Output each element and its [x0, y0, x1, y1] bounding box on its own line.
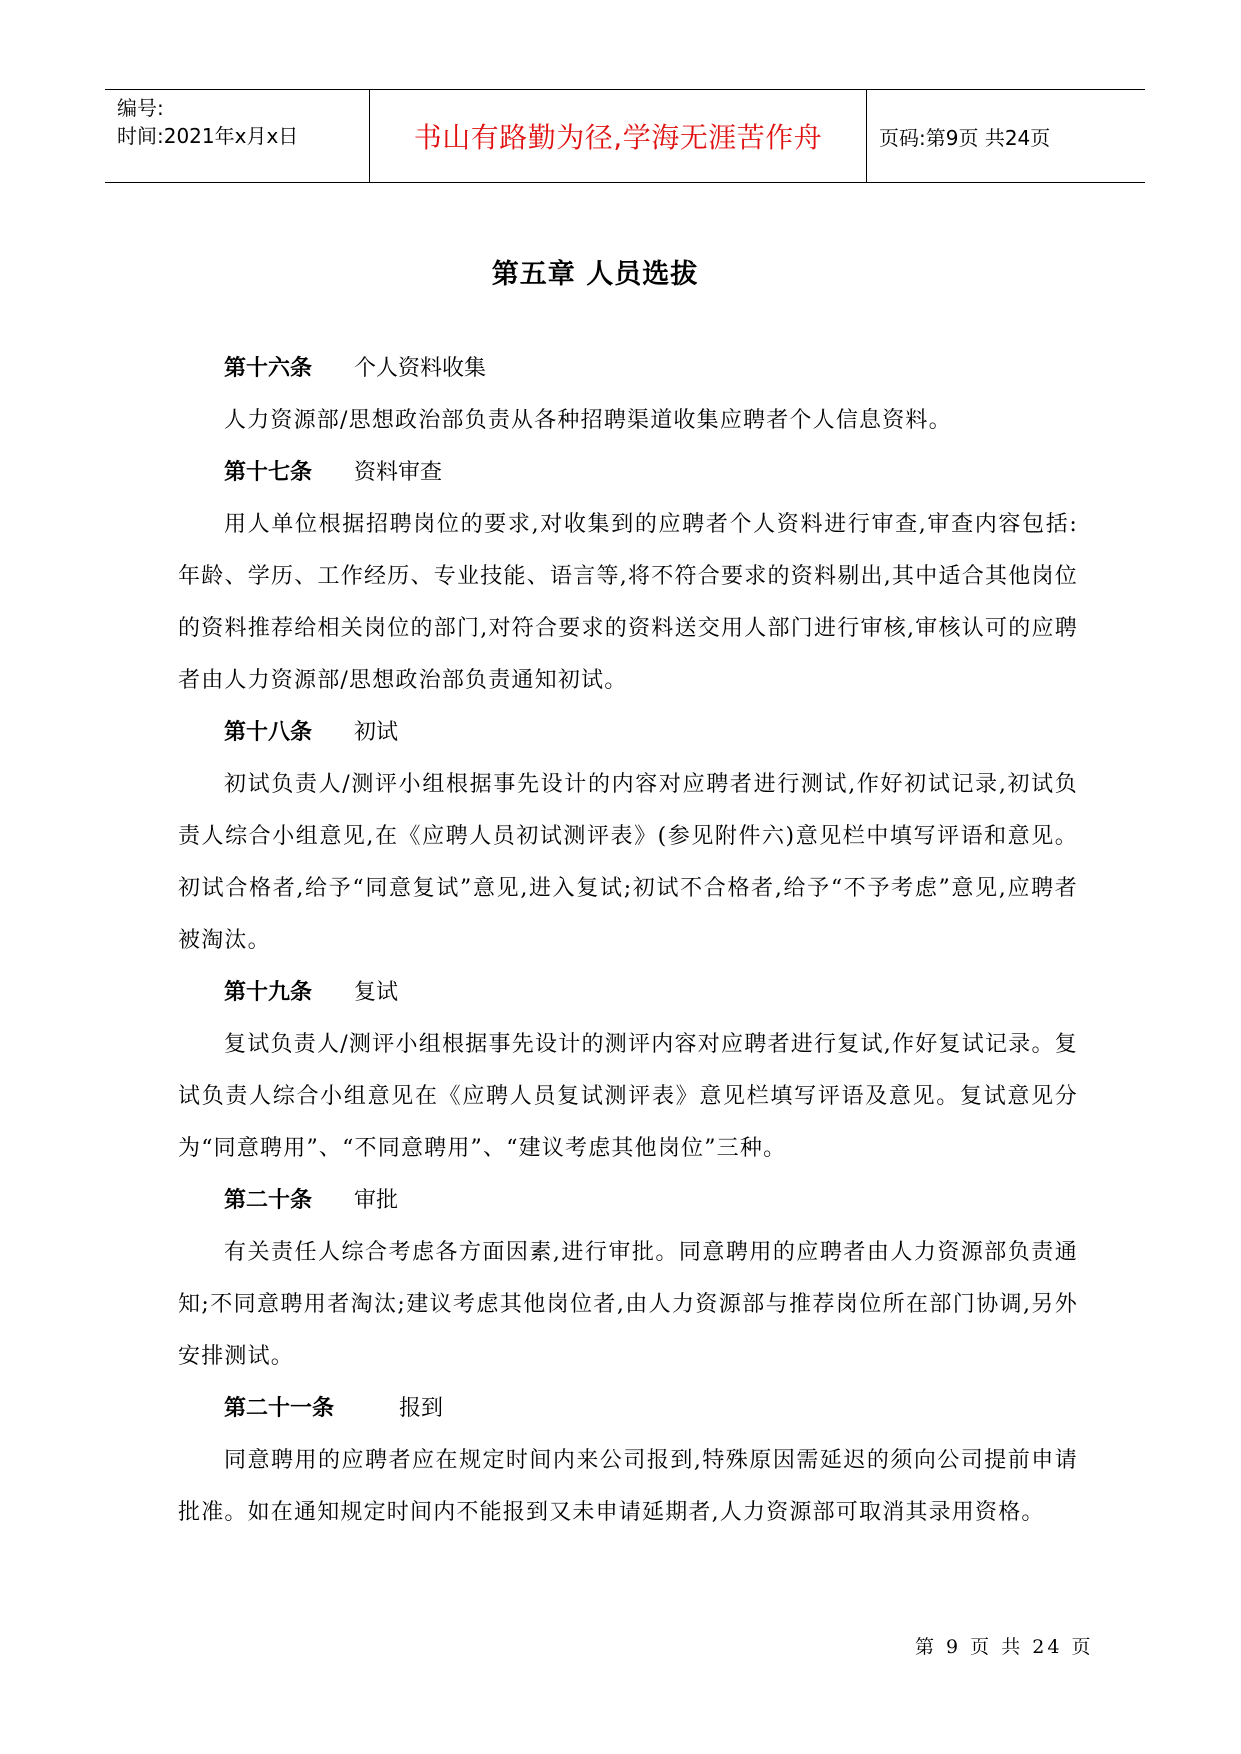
article-name: 复试: [354, 980, 399, 1005]
article-text: 初试负责人/测评小组根据事先设计的内容对应聘者进行测试,作好初试记录,初试负责人综合小组意见,在《应聘人员初试测评表》(参见附件六)意见栏中填写评语和意见。初试合格者,给予“同意复试”意见,进入复试;初试不合格者,给予“不予考虑”意见,应聘者被淘汰。: [178, 772, 1078, 953]
article-number: 第十七条: [224, 460, 313, 485]
header-page-label: 页码:第9页 共24页: [879, 125, 1051, 150]
chapter-title: 第五章 人员选拔: [491, 259, 699, 290]
article-text: 人力资源部/思想政治部负责从各种招聘渠道收集应聘者个人信息资料。: [224, 408, 952, 433]
header-meta: [105, 90, 370, 182]
article-number: 第二十条: [224, 1188, 313, 1213]
article: [178, 1175, 1078, 1383]
article-name: 报到: [399, 1396, 444, 1421]
article-name: 资料审查: [354, 460, 443, 485]
article: [178, 707, 1078, 967]
document-time-label: 时间:2021年x月x日: [117, 124, 299, 148]
article-name: 初试: [354, 720, 399, 745]
article-number: 第十六条: [224, 356, 313, 381]
article-text: 复试负责人/测评小组根据事先设计的测评内容对应聘者进行复试,作好复试记录。复试负责人综合小组意见在《应聘人员复试测评表》意见栏填写评语及意见。复试意见分为“同意聘用”、“不同意聘用”、“建议考虑其他岗位”三种。: [178, 1032, 1078, 1161]
page-footer: 第 9 页 共 24 页: [915, 1636, 1094, 1658]
article: [178, 343, 1078, 447]
article-name: 审批: [354, 1188, 399, 1213]
article: [178, 447, 1078, 707]
document-body: [178, 343, 1078, 1539]
article-number: 第十九条: [224, 980, 313, 1005]
article: [178, 1383, 1078, 1539]
article-number: 第十八条: [224, 720, 313, 745]
header-motto: 书山有路勤为径,学海无涯苦作舟: [370, 90, 867, 182]
article: [178, 967, 1078, 1175]
page-header: [105, 89, 1145, 183]
article-text: 有关责任人综合考虑各方面因素,进行审批。同意聘用的应聘者由人力资源部负责通知;不同意聘用者淘汰;建议考虑其他岗位者,由人力资源部与推荐岗位所在部门协调,另外安排测试。: [178, 1240, 1078, 1369]
article-text: 同意聘用的应聘者应在规定时间内来公司报到,特殊原因需延迟的须向公司提前申请批准。如在通知规定时间内不能报到又未申请延期者,人力资源部可取消其录用资格。: [178, 1448, 1078, 1525]
article-number: 第二十一条: [224, 1396, 335, 1421]
document-number-label: 编号:: [117, 96, 164, 120]
article-name: 个人资料收集: [354, 356, 487, 381]
article-text: 用人单位根据招聘岗位的要求,对收集到的应聘者个人资料进行审查,审查内容包括:年龄、学历、工作经历、专业技能、语言等,将不符合要求的资料剔出,其中适合其他岗位的资料推荐给相关岗位的部门,对符合要求的资料送交用人部门进行审核,审核认可的应聘者由人力资源部/思想政治部负责通知初试。: [178, 512, 1078, 693]
